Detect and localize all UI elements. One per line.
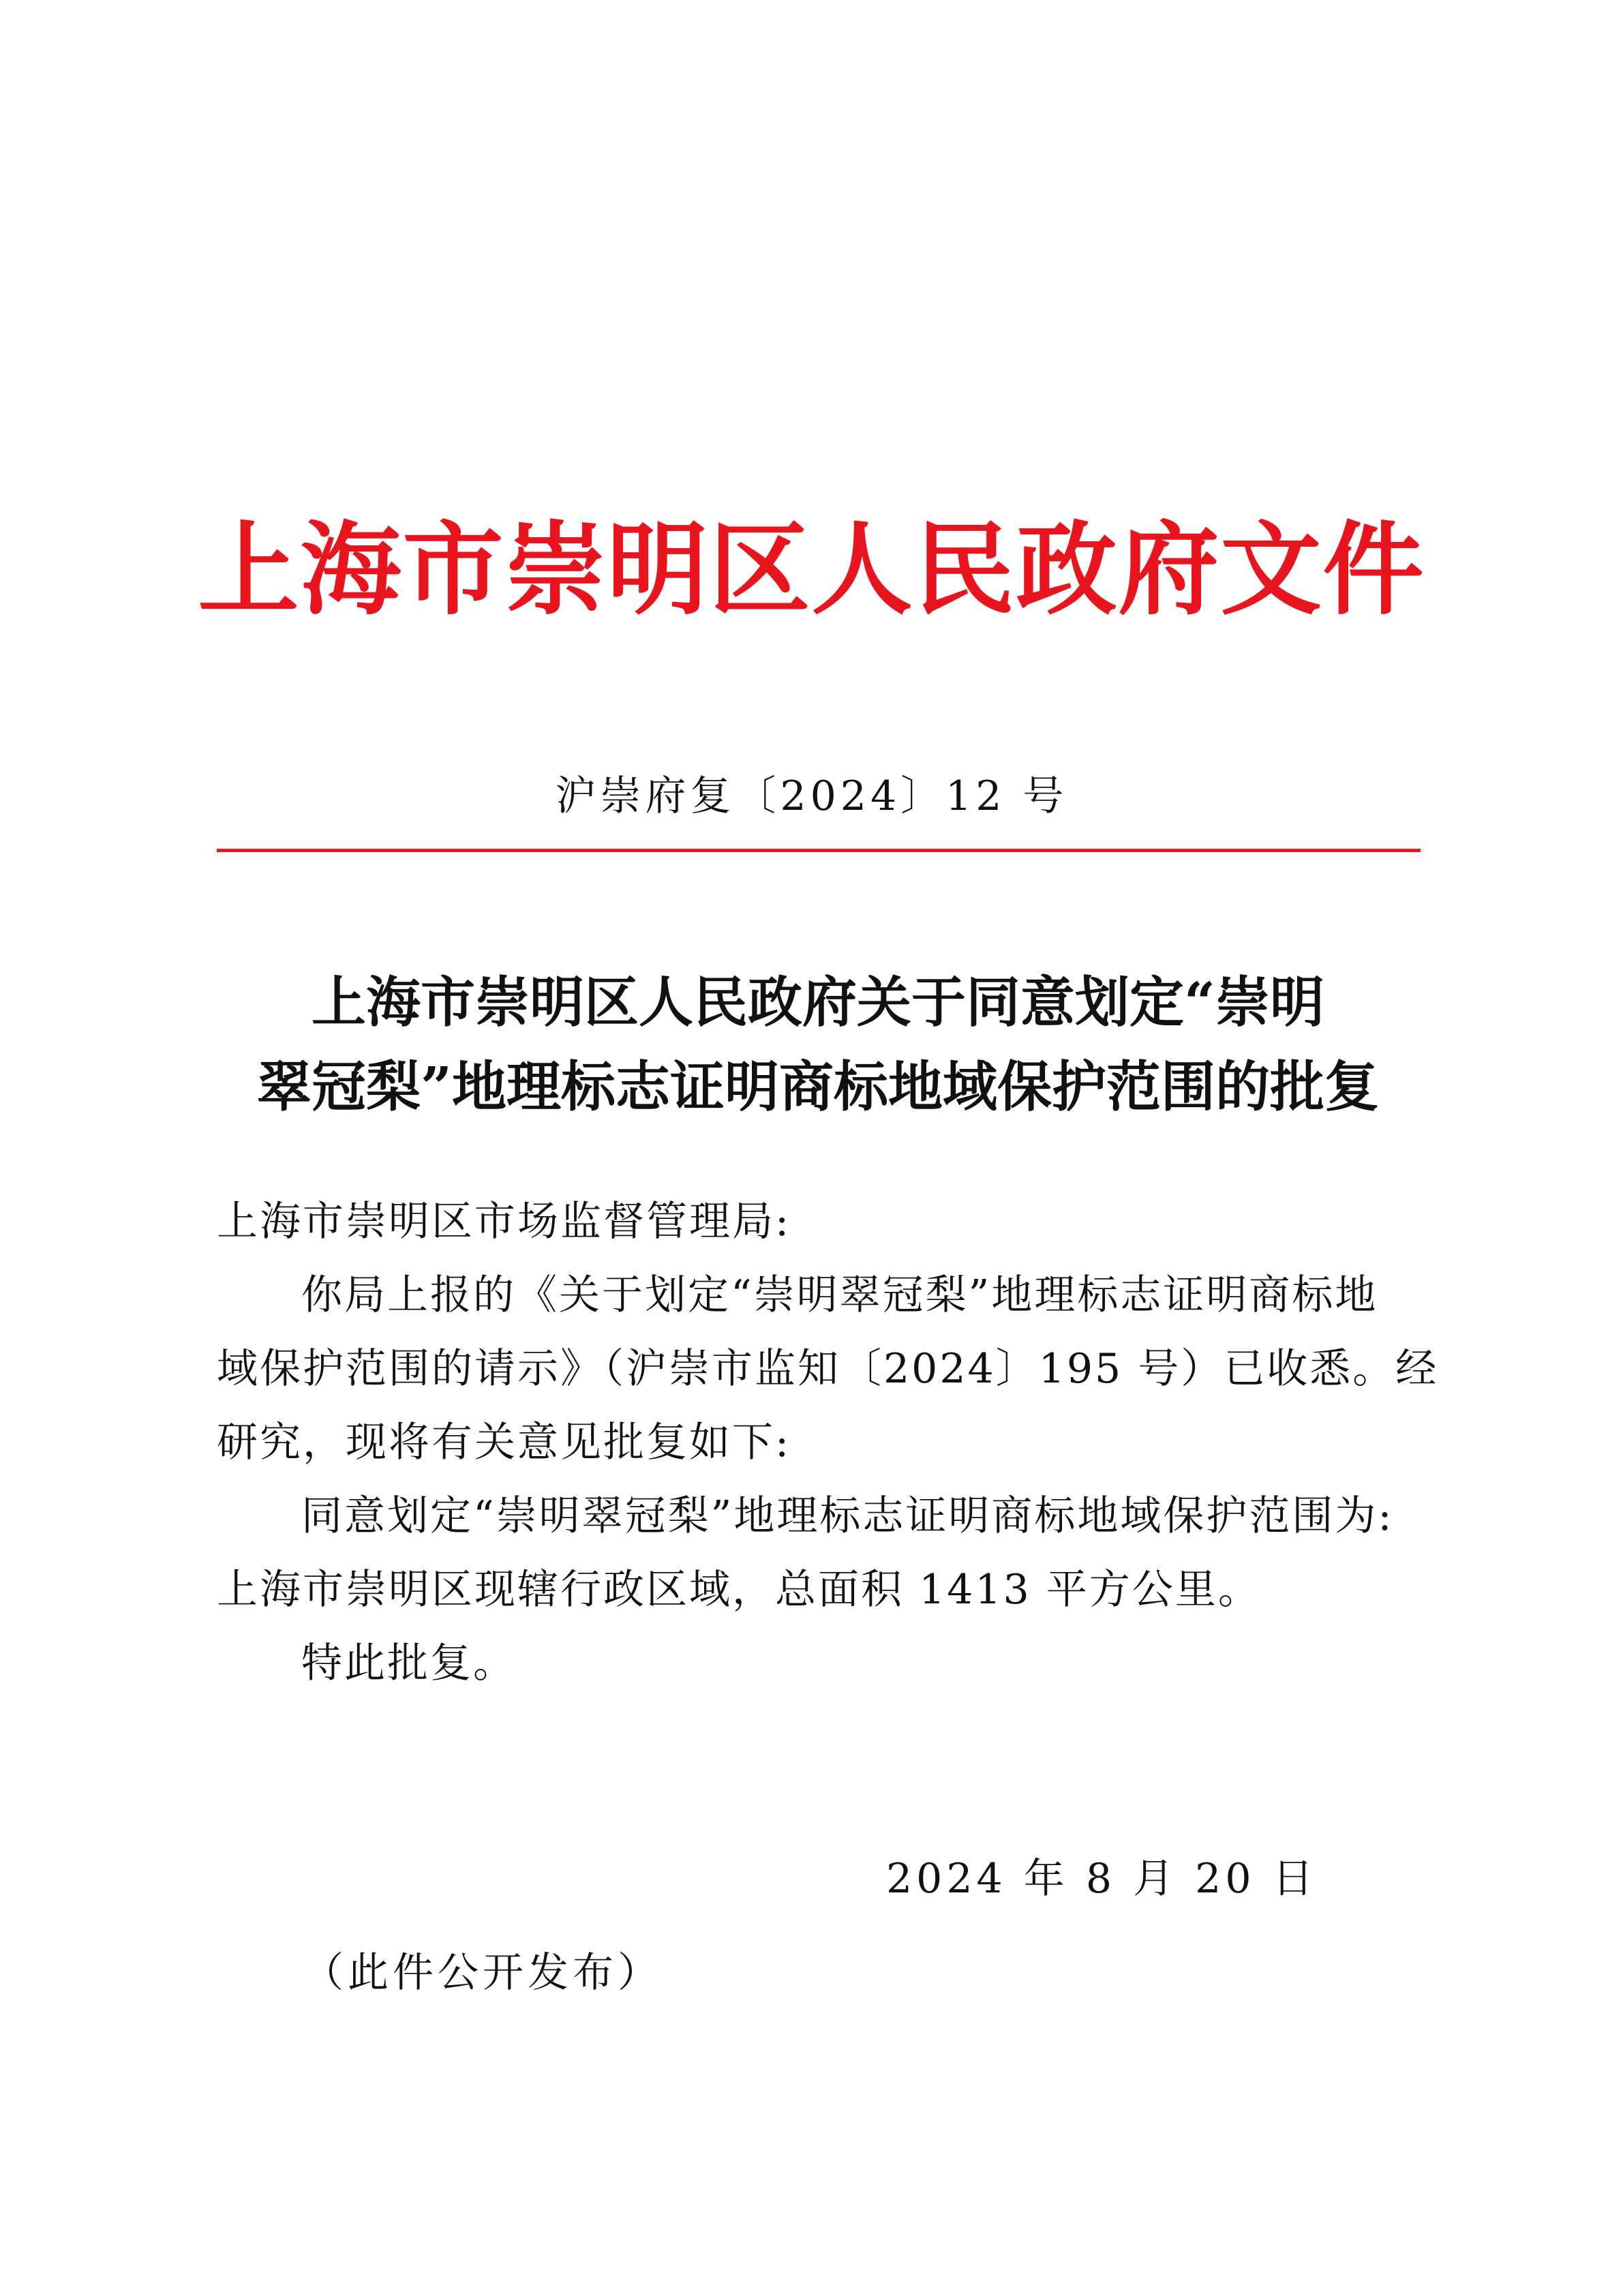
document-number: 沪崇府复〔2024〕12 号 xyxy=(555,772,1068,820)
paragraph-1-line-1: 你局上报的《关于划定“崇明翠冠梨”地理标志证明商标地 xyxy=(301,1271,1378,1319)
document-body xyxy=(217,1185,1439,1700)
paragraph-3-line-1: 特此批复。 xyxy=(301,1640,516,1687)
paragraph-1-line-3: 研究，现将有关意见批复如下: xyxy=(217,1419,791,1466)
publication-note: （此件公开发布） xyxy=(303,1949,663,1997)
paragraph-2-line-1: 同意划定“崇明翠冠梨”地理标志证明商标地域保护范围为: xyxy=(301,1492,1394,1540)
document-masthead: 上海市崇明区人民政府文件 xyxy=(198,510,1425,629)
issue-date: 2024 年 8 月 20 日 xyxy=(886,1855,1318,1903)
title-line-2: 翠冠梨”地理标志证明商标地域保护范围的批复 xyxy=(256,1055,1379,1119)
paragraph-1-line-2: 域保护范围的请示》（沪崇市监知〔2024〕195 号）已收悉。经 xyxy=(217,1345,1439,1393)
title-line-1: 上海市崇明区人民政府关于同意划定“崇明 xyxy=(311,970,1324,1034)
paragraph-2-line-2: 上海市崇明区现辖行政区域，总面积 1413 平方公里。 xyxy=(217,1566,1261,1614)
recipient-line: 上海市崇明区市场监督管理局: xyxy=(217,1198,791,1245)
document-title xyxy=(204,960,1431,1129)
red-divider-line xyxy=(217,849,1421,852)
